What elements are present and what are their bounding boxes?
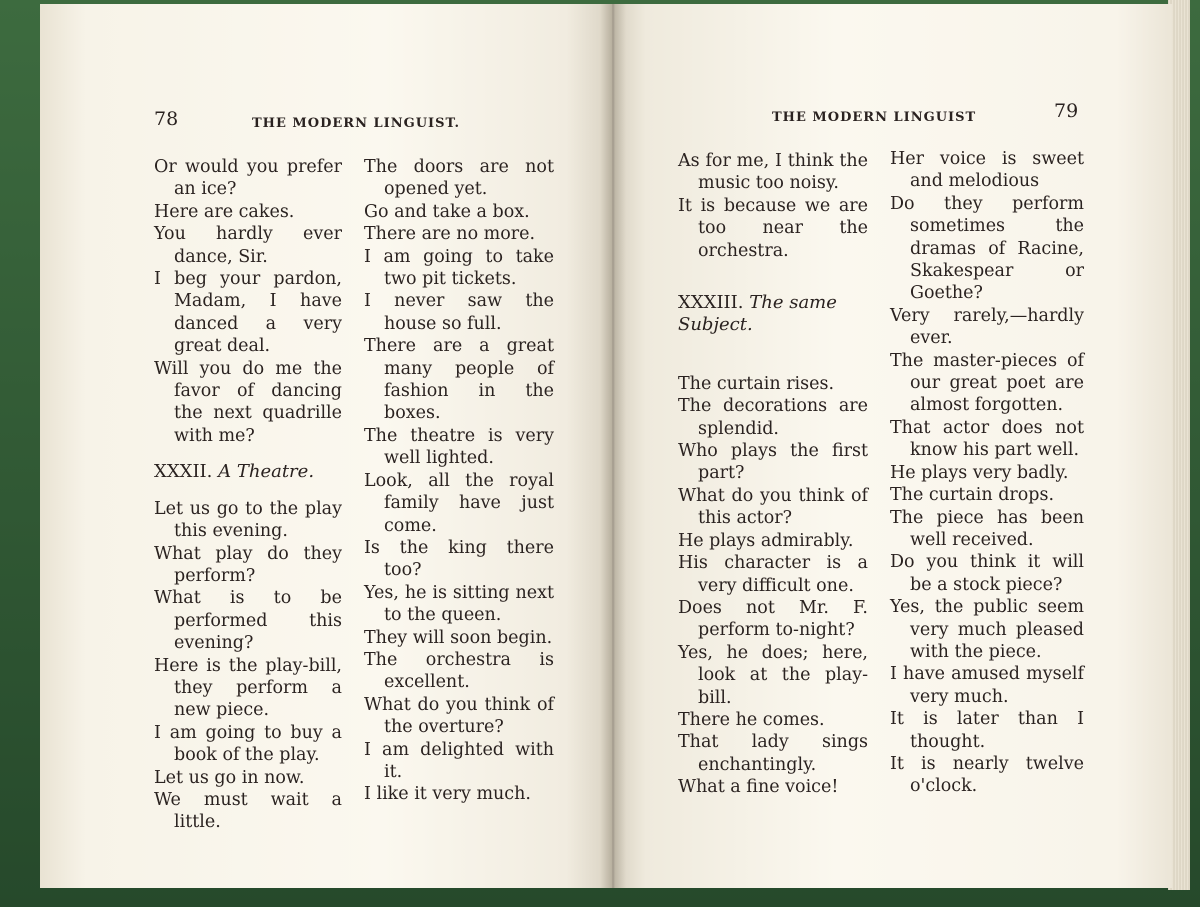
text-line: The decorations are splendid. xyxy=(678,396,868,439)
section-title: A Theatre. xyxy=(218,461,315,483)
text-line: The theatre is very well lighted. xyxy=(364,425,554,469)
section-title: The same Subject. xyxy=(678,292,837,336)
text-line: It is nearly twelve o'clock. xyxy=(890,753,1084,797)
text-line: What do you think of the overture? xyxy=(364,694,554,738)
text-line: Do they perform sometimes the dramas of Racine, Skakespear or Goethe? xyxy=(890,193,1084,304)
text-line: Do you think it will be a stock piece? xyxy=(890,552,1084,595)
text-line: The master-pieces of our great poet are almost forgotten. xyxy=(890,350,1084,416)
text-line: Yes, he is sitting next to the queen. xyxy=(364,582,554,626)
right-column-1 xyxy=(678,150,868,799)
text-line: You hardly ever dance, Sir. xyxy=(154,224,342,267)
text-line: Very rarely,—hardly ever. xyxy=(890,305,1084,349)
text-line: Let us go in now. xyxy=(154,767,305,788)
text-line: Let us go to the play this evening. xyxy=(154,498,342,542)
text-line: Look, all the royal family have just come. xyxy=(364,470,554,536)
text-line: What do you think of this actor? xyxy=(678,485,868,529)
running-header-right: THE MODERN LINGUIST xyxy=(772,110,977,125)
text-line: He plays admirably. xyxy=(678,530,854,551)
text-line: Yes, he does; here, look at the play-bill. xyxy=(678,642,868,708)
text-line: Her voice is sweet and melodious xyxy=(890,149,1084,192)
text-line: That actor does not know his part well. xyxy=(890,417,1084,461)
text-line: The doors are not opened yet. xyxy=(364,157,554,200)
text-line: What is to be performed this evening? xyxy=(154,588,342,654)
text-line: Is the king there too? xyxy=(364,537,554,581)
left-page xyxy=(40,4,612,888)
text-line: I like it very much. xyxy=(364,784,531,805)
text-line: There he comes. xyxy=(678,709,825,730)
text-line: Here is the play-bill, they perform a new piece. xyxy=(154,655,342,721)
text-line: It is because we are too near the orchestra. xyxy=(678,195,868,261)
text-line: What play do they perform? xyxy=(154,543,342,586)
page-number-left: 78 xyxy=(154,108,179,130)
text-line: I beg your pardon, Madam, I have danced a very great deal. xyxy=(154,269,342,357)
text-line: Yes, the public seem very much pleased with the piece. xyxy=(890,597,1084,662)
text-line: It is later than I thought. xyxy=(890,709,1084,752)
book-gutter xyxy=(600,4,626,888)
text-line: He plays very badly. xyxy=(890,462,1069,483)
text-line: I am going to take two pit tickets. xyxy=(364,246,554,290)
text-line: Or would you prefer an ice? xyxy=(154,157,342,200)
left-column-2 xyxy=(364,156,554,806)
text-line: There are a great many people of fashion in the boxes. xyxy=(364,336,554,424)
text-line: Will you do me the favor of dancing the next quadrille with me? xyxy=(154,358,342,446)
text-line: The piece has been well received. xyxy=(890,507,1084,550)
left-column-1 xyxy=(154,156,342,834)
text-line: Does not Mr. F. perform to-night? xyxy=(678,597,868,641)
text-line: His character is a very difficult one. xyxy=(678,553,868,596)
section-heading-xxxii xyxy=(154,461,342,483)
text-line: Go and take a box. xyxy=(364,201,530,222)
text-line: I never saw the house so full. xyxy=(364,291,554,334)
text-line: There are no more. xyxy=(364,224,536,245)
right-page xyxy=(612,4,1172,888)
text-line: That lady sings enchantingly. xyxy=(678,732,868,775)
text-line: We must wait a little. xyxy=(154,789,342,833)
text-line: The curtain drops. xyxy=(890,485,1055,506)
text-line: What a fine voice! xyxy=(678,777,839,798)
text-line: The curtain rises. xyxy=(678,373,835,394)
text-line: I am going to buy a book of the play. xyxy=(154,722,342,766)
text-line: As for me, I think the music too noisy. xyxy=(678,151,868,194)
section-number: XXXII. xyxy=(154,461,213,483)
text-line: Here are cakes. xyxy=(154,201,295,222)
text-line: Who plays the first part? xyxy=(678,441,868,484)
right-column-2 xyxy=(890,148,1084,798)
section-number: XXXIII. xyxy=(678,292,744,314)
text-line: They will soon begin. xyxy=(364,627,553,648)
running-header-left: THE MODERN LINGUIST. xyxy=(252,116,461,131)
text-line: I have amused myself very much. xyxy=(890,664,1084,707)
page-number-right: 79 xyxy=(1054,100,1079,122)
text-line: The orchestra is excellent. xyxy=(364,649,554,693)
section-heading-xxxiii xyxy=(678,292,868,337)
text-line: I am delighted with it. xyxy=(364,739,554,782)
